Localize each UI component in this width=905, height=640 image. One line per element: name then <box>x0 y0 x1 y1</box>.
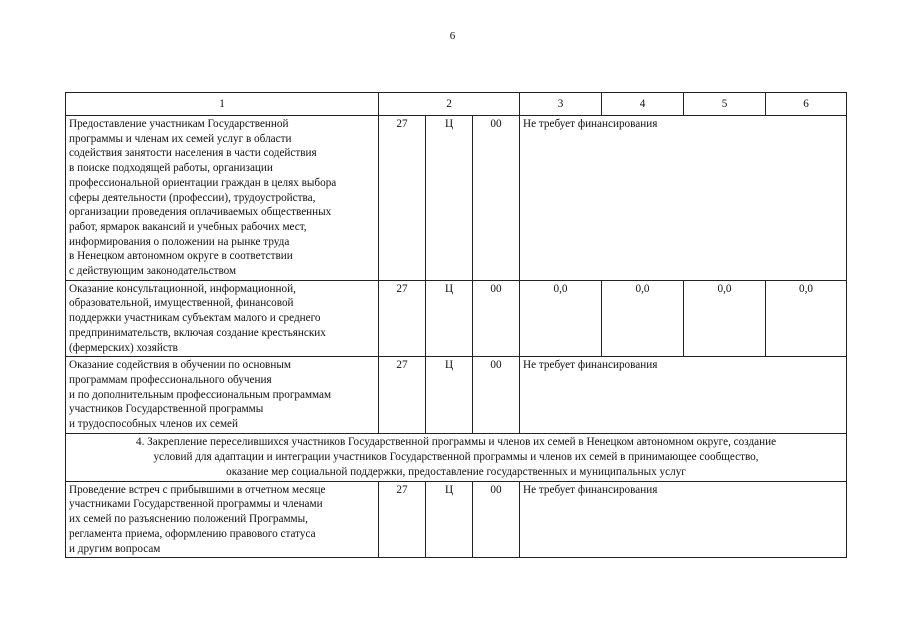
description-line: Оказание содействия в обучении по основным <box>69 359 291 372</box>
description-line: и трудоспособных членов их семей <box>69 418 238 431</box>
measure-description <box>66 357 379 434</box>
header-col-1: 1 <box>66 93 379 116</box>
code-part-1: 27 <box>379 116 426 281</box>
header-row <box>66 93 847 116</box>
code-part-3: 00 <box>473 481 520 558</box>
description-line: участников Государственной программы <box>69 403 264 416</box>
code-part-3: 00 <box>473 280 520 357</box>
table-row <box>66 357 847 434</box>
description-line: предпринимательств, включая создание крестьянских <box>69 326 326 339</box>
code-part-3: 00 <box>473 357 520 434</box>
code-part-1: 27 <box>379 280 426 357</box>
description-line: содействия занятости населения в части содействия <box>69 147 317 160</box>
table-row <box>66 280 847 357</box>
description-line: информирования о положении на рынке труда <box>69 235 290 248</box>
description-line: Оказание консультационной, информационной, <box>69 282 296 295</box>
table-row <box>66 481 847 558</box>
measure-description <box>66 481 379 558</box>
value-col-4: 0,0 <box>602 280 684 357</box>
value-col-3: 0,0 <box>520 280 602 357</box>
code-part-1: 27 <box>379 481 426 558</box>
value-col-6: 0,0 <box>766 280 847 357</box>
description-line: программы и членам их семей услуг в области <box>69 132 292 145</box>
measure-description <box>66 116 379 281</box>
description-line: Проведение встреч с прибывшими в отчетном месяце <box>69 483 326 496</box>
financing-note: Не требует финансирования <box>520 481 847 558</box>
header-col-3: 3 <box>520 93 602 116</box>
description-line: участниками Государственной программы и членами <box>69 498 323 511</box>
section-row <box>66 433 847 481</box>
description-line: профессиональной ориентации граждан в целях выбора <box>69 176 337 189</box>
header-col-2: 2 <box>379 93 520 116</box>
description-line: программам профессионального обучения <box>69 373 272 386</box>
description-line: организации проведения оплачиваемых общественных <box>69 206 332 219</box>
description-line: и другим вопросам <box>69 542 161 555</box>
code-part-2: Ц <box>426 357 473 434</box>
description-line: (фермерских) хозяйств <box>69 341 178 354</box>
program-table <box>65 92 847 558</box>
value-col-5: 0,0 <box>684 280 766 357</box>
description-line: и по дополнительным профессиональным программам <box>69 388 332 401</box>
section-line: оказание мер социальной поддержки, предоставление государственных и муниципальных услуг <box>226 465 686 478</box>
description-line: в Ненецком автономном округе в соответствии <box>69 250 293 263</box>
header-col-4: 4 <box>602 93 684 116</box>
page-number: 6 <box>449 30 456 42</box>
description-line: сферы деятельности (профессии), трудоустройства, <box>69 191 316 204</box>
description-line: регламента приема, оформлению правового статуса <box>69 527 316 540</box>
description-line: Предоставление участникам Государственной <box>69 118 289 130</box>
code-part-2: Ц <box>426 280 473 357</box>
code-part-1: 27 <box>379 357 426 434</box>
code-part-3: 00 <box>473 116 520 281</box>
header-col-5: 5 <box>684 93 766 116</box>
section-heading <box>66 433 847 481</box>
description-line: поддержки участникам субъектам малого и среднего <box>69 312 321 325</box>
financing-note: Не требует финансирования <box>520 116 847 281</box>
header-col-6: 6 <box>766 93 847 116</box>
section-line: условий для адаптации и интеграции участников Государственной программы и членов их семей в принимающее сообщество, <box>153 450 759 463</box>
description-line: их семей по разъяснению положений Программы, <box>69 513 308 526</box>
description-line: с действующим законодательством <box>69 265 237 278</box>
code-part-2: Ц <box>426 116 473 281</box>
description-line: в поиске подходящей работы, организации <box>69 162 273 175</box>
code-part-2: Ц <box>426 481 473 558</box>
financing-note: Не требует финансирования <box>520 357 847 434</box>
description-line: образовательной, имущественной, финансовой <box>69 297 294 310</box>
section-line: 4. Закрепление переселившихся участников Государственной программы и членов их семей в Ненецком автономном округе, создание <box>135 435 777 448</box>
description-line: работ, ярмарок вакансий и учебных рабочих мест, <box>69 220 307 233</box>
table-row <box>66 116 847 281</box>
measure-description <box>66 280 379 357</box>
